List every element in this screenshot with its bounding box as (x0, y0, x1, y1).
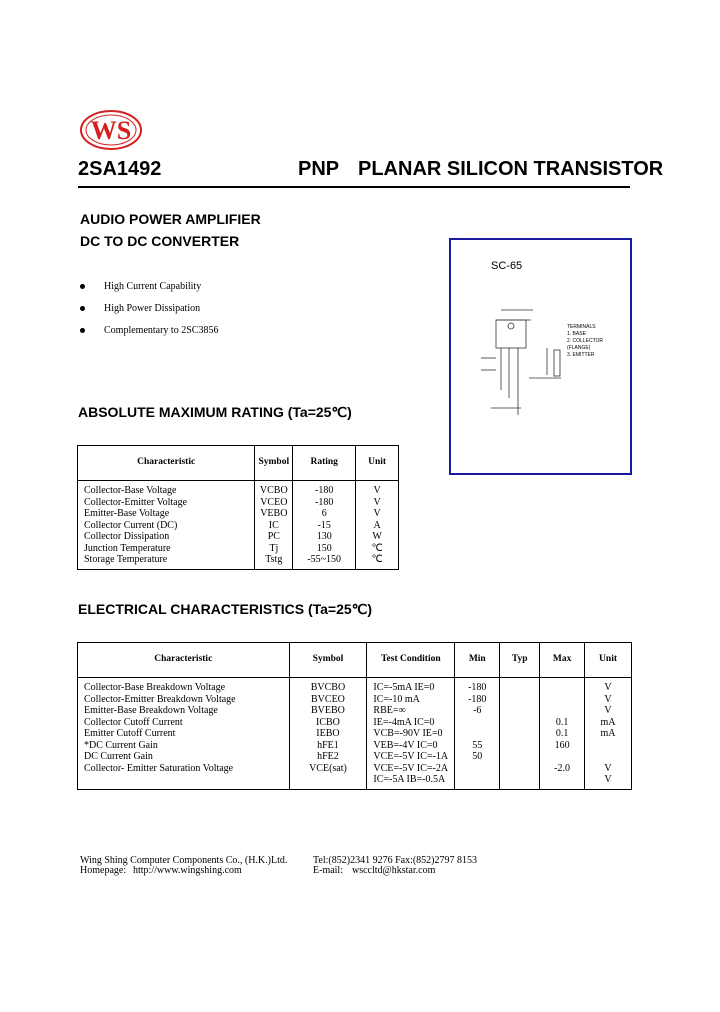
table-cell: Collector Cutoff Current (84, 716, 183, 728)
table-cell: VEBO (255, 508, 293, 520)
table-cell: PC (255, 531, 293, 543)
feature-item: High Current Capability (80, 281, 201, 292)
table-row (78, 531, 399, 543)
table-cell: Emitter-Base Breakdown Voltage (84, 705, 218, 716)
table-cell: Collector Dissipation (84, 531, 170, 542)
abs-max-table (77, 445, 399, 570)
table-cell: *DC Current Gain (84, 739, 158, 751)
email-label: E-mail: (313, 865, 343, 876)
table-row (78, 497, 399, 509)
table-cell: -55~150 (293, 554, 356, 569)
pin-label: 2. COLLECTOR (567, 338, 604, 344)
table-cell: Tstg (255, 554, 293, 569)
table-cell: Emitter Cutoff Current (84, 728, 176, 739)
table-cell: V (585, 694, 632, 706)
package-outline-drawing (451, 240, 634, 477)
table-cell: V (356, 508, 399, 520)
col-header: Max (540, 643, 585, 678)
email-link[interactable]: wsccltd@hkstar.com (352, 865, 436, 876)
pin-label: 3. EMITTER (567, 352, 595, 358)
table-cell: -180 (293, 497, 356, 509)
table-cell: VCBO (255, 481, 293, 497)
table-cell: 130 (293, 531, 356, 543)
table-cell: Tj (255, 543, 293, 555)
table-cell: Storage Temperature (84, 554, 168, 565)
table-cell: 160 (540, 740, 585, 752)
table-cell (289, 774, 367, 789)
table-cell: 0.1 (540, 717, 585, 729)
table-cell: 6 (293, 508, 356, 520)
table-cell (500, 717, 540, 729)
col-header: Rating (293, 446, 356, 481)
pin-label: (FLANGE) (567, 345, 591, 351)
table-cell: -6 (455, 705, 500, 717)
part-number: 2SA1492 (78, 158, 162, 180)
table-cell: V (356, 497, 399, 509)
table-row (78, 481, 399, 497)
table-cell (500, 740, 540, 752)
table-cell: V (585, 774, 632, 789)
homepage-label: Homepage: (80, 865, 127, 876)
table-cell: IC=-5mA IE=0 (367, 678, 455, 694)
table-cell: IE=-4mA IC=0 (367, 717, 455, 729)
table-cell: IC (255, 520, 293, 532)
table-cell: BVEBO (289, 705, 367, 717)
table-cell (540, 751, 585, 763)
table-cell: VCE=-5V IC=-1A (367, 751, 455, 763)
table-cell: VCEO (255, 497, 293, 509)
col-header: Symbol (255, 446, 293, 481)
table-cell (500, 751, 540, 763)
pin-label: TERMINALS (567, 324, 596, 330)
table-cell (540, 774, 585, 789)
table-cell (500, 763, 540, 775)
table-cell: -180 (293, 481, 356, 497)
table-cell: VCB=-90V IE=0 (367, 728, 455, 740)
feature-item: Complementary to 2SC3856 (80, 325, 218, 336)
col-header: Unit (356, 446, 399, 481)
table-cell: Junction Temperature (84, 542, 171, 554)
col-header: Test Condition (367, 643, 455, 678)
table-cell: IEBO (289, 728, 367, 740)
bullet-icon (80, 284, 85, 289)
package-name: SC-65 (491, 260, 523, 272)
page-title: PLANAR SILICON TRANSISTOR (358, 158, 664, 180)
table-cell: Collector- Emitter Saturation Voltage (84, 762, 234, 774)
table-cell: Emitter-Base Voltage (84, 508, 170, 519)
table-cell (78, 774, 290, 789)
elec-title: ELECTRICAL CHARACTERISTICS (Ta=25℃) (78, 601, 373, 617)
table-cell: IC=-5A IB=-0.5A (367, 774, 455, 789)
table-cell: V (356, 481, 399, 497)
contact-phone: Tel:(852)2341 9276 Fax:(852)2797 8153 (313, 855, 478, 866)
polarity: PNP (298, 158, 340, 180)
col-header: Characteristic (78, 643, 290, 678)
table-row (78, 751, 632, 763)
table-cell: IC=-10 mA (367, 694, 455, 706)
table-cell: RBE=∞ (367, 705, 455, 717)
table-cell: -180 (455, 694, 500, 706)
application-2: DC TO DC CONVERTER (80, 233, 240, 249)
table-cell: VCE(sat) (289, 763, 367, 775)
table-cell: hFE2 (289, 751, 367, 763)
table-cell: 150 (293, 543, 356, 555)
table-cell: Collector Current (DC) (84, 519, 178, 531)
table-row (78, 508, 399, 520)
bullet-icon (80, 328, 85, 333)
table-cell: Collector-Base Breakdown Voltage (84, 682, 226, 693)
table-cell: hFE1 (289, 740, 367, 752)
table-cell: ICBO (289, 717, 367, 729)
table-row (78, 678, 632, 694)
col-header: Typ (500, 643, 540, 678)
table-row (78, 705, 632, 717)
table-cell (500, 694, 540, 706)
application-1: AUDIO POWER AMPLIFIER (80, 211, 261, 227)
col-header: Unit (585, 643, 632, 678)
table-cell: -180 (455, 678, 500, 694)
table-cell: A (356, 520, 399, 532)
electrical-table (77, 642, 632, 790)
col-header: Characteristic (78, 446, 255, 481)
table-cell: VEB=-4V IC=0 (367, 740, 455, 752)
table-cell (500, 705, 540, 717)
table-row (78, 763, 632, 775)
table-cell: mA (585, 717, 632, 729)
table-cell: BVCBO (289, 678, 367, 694)
table-cell (500, 774, 540, 789)
table-cell: DC Current Gain (84, 751, 153, 762)
table-cell: 50 (455, 751, 500, 763)
table-cell: mA (585, 728, 632, 740)
col-header: Symbol (289, 643, 367, 678)
table-cell: 0.1 (540, 728, 585, 740)
table-cell (455, 717, 500, 729)
table-row (78, 717, 632, 729)
table-cell: BVCEO (289, 694, 367, 706)
table-cell: -15 (293, 520, 356, 532)
homepage-link[interactable]: http://www.wingshing.com (133, 865, 242, 876)
table-row (78, 728, 632, 740)
package-diagram-box (449, 238, 632, 475)
table-cell (540, 678, 585, 694)
bullet-icon (80, 306, 85, 311)
table-cell (455, 728, 500, 740)
table-cell: V (585, 678, 632, 694)
table-cell: ℃ (356, 554, 399, 569)
pin-label: 1. BASE (567, 331, 586, 337)
table-cell (455, 774, 500, 789)
table-cell: -2.0 (540, 763, 585, 775)
table-row (78, 774, 632, 789)
table-cell (500, 728, 540, 740)
col-header: Min (455, 643, 500, 678)
table-row (78, 740, 632, 752)
abs-max-title: ABSOLUTE MAXIMUM RATING (Ta=25℃) (78, 404, 352, 420)
table-cell: ℃ (356, 543, 399, 555)
table-cell: Collector-Base Voltage (84, 485, 177, 496)
table-cell (585, 740, 632, 752)
feature-item: High Power Dissipation (80, 303, 200, 314)
table-cell (540, 694, 585, 706)
company-name: Wing Shing Computer Components Co., (H.K.)Ltd. (80, 855, 288, 866)
table-cell: V (585, 705, 632, 717)
table-cell: V (585, 763, 632, 775)
table-row (78, 554, 399, 569)
table-cell: 55 (455, 740, 500, 752)
table-row (78, 694, 632, 706)
table-cell: Collector-Emitter Breakdown Voltage (84, 693, 236, 705)
table-cell (540, 705, 585, 717)
table-cell: VCE=-5V IC=-2A (367, 763, 455, 775)
table-row (78, 520, 399, 532)
table-cell (455, 763, 500, 775)
table-cell: W (356, 531, 399, 543)
header-rule (78, 186, 630, 188)
ws-logo (78, 108, 144, 154)
table-cell (585, 751, 632, 763)
table-cell: Collector-Emitter Voltage (84, 496, 188, 508)
table-cell (500, 678, 540, 694)
logo-text: WS (90, 116, 132, 145)
table-row (78, 543, 399, 555)
